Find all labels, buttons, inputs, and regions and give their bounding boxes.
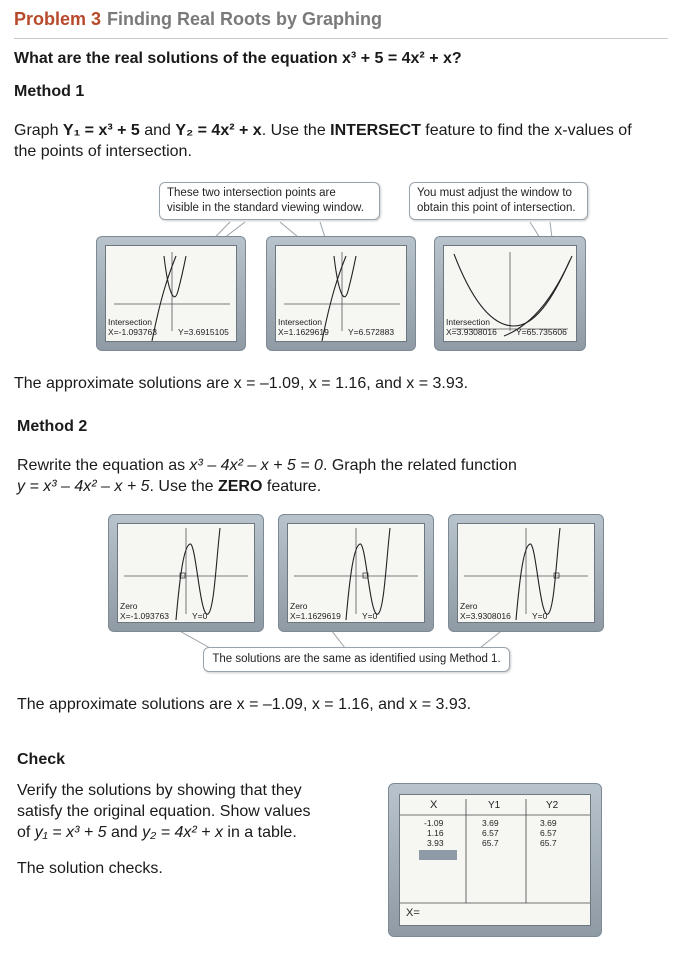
check-y2: y₂ = 4x² + x bbox=[142, 824, 223, 841]
m2-s3-y: Y=0 bbox=[532, 611, 548, 621]
m1-and: and bbox=[139, 122, 176, 139]
m2-screen-3-graph bbox=[458, 524, 594, 622]
problem-number: Problem 3 bbox=[14, 9, 102, 29]
check-line2: satisfy the original equation. Show values bbox=[17, 803, 311, 820]
m2-line2-c: feature. bbox=[262, 478, 322, 495]
check-line1: Verify the solutions by showing that they bbox=[17, 782, 302, 799]
method2-title: Method 2 bbox=[17, 418, 88, 435]
check-table-screen bbox=[388, 783, 602, 937]
problem-title: Finding Real Roots by Graphing bbox=[107, 9, 383, 29]
m1-eq1: Y₁ = x³ + 5 bbox=[62, 122, 140, 139]
m2-feature: ZERO bbox=[217, 478, 263, 495]
m2-screen-1 bbox=[108, 514, 264, 632]
m2-result: The approximate solutions are x = –1.09, x = 1.16, and x = 3.93. bbox=[17, 696, 472, 713]
m2-screen-1-display bbox=[117, 523, 255, 623]
m2-s2-label: Zero bbox=[290, 601, 308, 611]
m2-screen-2 bbox=[278, 514, 434, 632]
m2-s1-x: X=-1.093763 bbox=[120, 611, 169, 621]
m2-screen-2-graph bbox=[288, 524, 424, 622]
m2-line2-b: . Use the bbox=[149, 478, 218, 495]
m1-s1-x: X=-1.093763 bbox=[108, 327, 157, 337]
cell-x-2: 3.93 bbox=[427, 838, 444, 848]
m2-s1-y: Y=0 bbox=[192, 611, 208, 621]
th-y2: Y2 bbox=[546, 800, 559, 811]
cell-y1-1: 6.57 bbox=[482, 828, 499, 838]
m1-text-a: Graph bbox=[14, 122, 63, 139]
cell-y1-0: 3.69 bbox=[482, 818, 499, 828]
m2-s2-x: X=1.1629619 bbox=[290, 611, 341, 621]
question: What are the real solutions of the equation x³ + 5 = 4x² + x? bbox=[14, 50, 462, 67]
m1-callout-1-line1: These two intersection points are bbox=[167, 187, 336, 199]
m2-screen-2-display bbox=[287, 523, 425, 623]
check-conclusion: The solution checks. bbox=[17, 860, 163, 877]
m2-func: y = x³ – 4x² – x + 5 bbox=[17, 478, 150, 495]
cell-y2-0: 3.69 bbox=[540, 818, 557, 828]
m1-result: The approximate solutions are x = –1.09, x = 1.16, and x = 3.93. bbox=[14, 375, 469, 392]
m1-screen-1-display bbox=[105, 245, 237, 342]
m1-callout-2-line1: You must adjust the window to bbox=[417, 187, 572, 199]
check-and: and bbox=[106, 824, 143, 841]
th-y1: Y1 bbox=[488, 800, 501, 811]
m1-s1-y: Y=3.6915105 bbox=[178, 327, 229, 337]
m1-s3-x: X=3.9308016 bbox=[446, 327, 497, 337]
m1-s3-label: Intersection bbox=[446, 317, 490, 327]
m1-s2-y: Y=6.572883 bbox=[348, 327, 395, 337]
table-grid bbox=[400, 795, 590, 925]
m1-screen-2-display bbox=[275, 245, 407, 342]
cell-x-0: -1.09 bbox=[424, 818, 444, 828]
m1-callout-1-line2: visible in the standard viewing window. bbox=[167, 202, 364, 214]
m2-screen-3 bbox=[448, 514, 604, 632]
m2-screen-3-display bbox=[457, 523, 595, 623]
check-line3-a: of bbox=[17, 824, 35, 841]
m2-callout: The solutions are the same as identified using Method 1. bbox=[203, 647, 510, 672]
m1-screen-3 bbox=[434, 236, 586, 351]
m2-line1-a: Rewrite the equation as bbox=[17, 457, 190, 474]
table-prompt: X= bbox=[406, 907, 420, 919]
check-title: Check bbox=[17, 751, 66, 768]
m2-s3-label: Zero bbox=[460, 601, 478, 611]
th-x: X bbox=[430, 799, 438, 811]
m1-s2-label: Intersection bbox=[278, 317, 322, 327]
cell-y2-1: 6.57 bbox=[540, 828, 557, 838]
method1-title: Method 1 bbox=[14, 83, 85, 100]
cell-y2-2: 65.7 bbox=[540, 838, 557, 848]
m1-screen-1 bbox=[96, 236, 246, 351]
check-text bbox=[17, 780, 377, 843]
m2-s3-x: X=3.9308016 bbox=[460, 611, 511, 621]
m1-s3-y: Y=65.735606 bbox=[516, 327, 567, 337]
m1-screen-2 bbox=[266, 236, 416, 351]
check-line3-b: in a table. bbox=[222, 824, 297, 841]
check-y1: y₁ = x³ + 5 bbox=[34, 824, 107, 841]
cell-y1-2: 65.7 bbox=[482, 838, 499, 848]
m2-s2-y: Y=0 bbox=[362, 611, 378, 621]
m2-line1-b: . Graph the related function bbox=[322, 457, 517, 474]
m1-eq2: Y₂ = 4x² + x bbox=[175, 122, 262, 139]
m2-screen-1-graph bbox=[118, 524, 254, 622]
check-line3 bbox=[17, 822, 377, 843]
m2-s1-label: Zero bbox=[120, 601, 138, 611]
m2-line1 bbox=[17, 455, 657, 476]
m1-text-b: . Use the bbox=[261, 122, 331, 139]
m1-s1-label: Intersection bbox=[108, 317, 152, 327]
cell-x-1: 1.16 bbox=[427, 828, 444, 838]
m2-eq: x³ – 4x² – x + 5 = 0 bbox=[189, 457, 323, 474]
check-table-display bbox=[399, 794, 591, 926]
m1-text-c: feature to find the x-values of the points of intersection. bbox=[14, 122, 632, 160]
m2-line2 bbox=[17, 476, 657, 497]
m1-screen-3-display bbox=[443, 245, 577, 342]
m1-callout-2-line2: obtain this point of intersection. bbox=[417, 202, 576, 214]
m1-s2-x: X=1.1629619 bbox=[278, 327, 329, 337]
m1-feature: INTERSECT bbox=[330, 122, 421, 139]
